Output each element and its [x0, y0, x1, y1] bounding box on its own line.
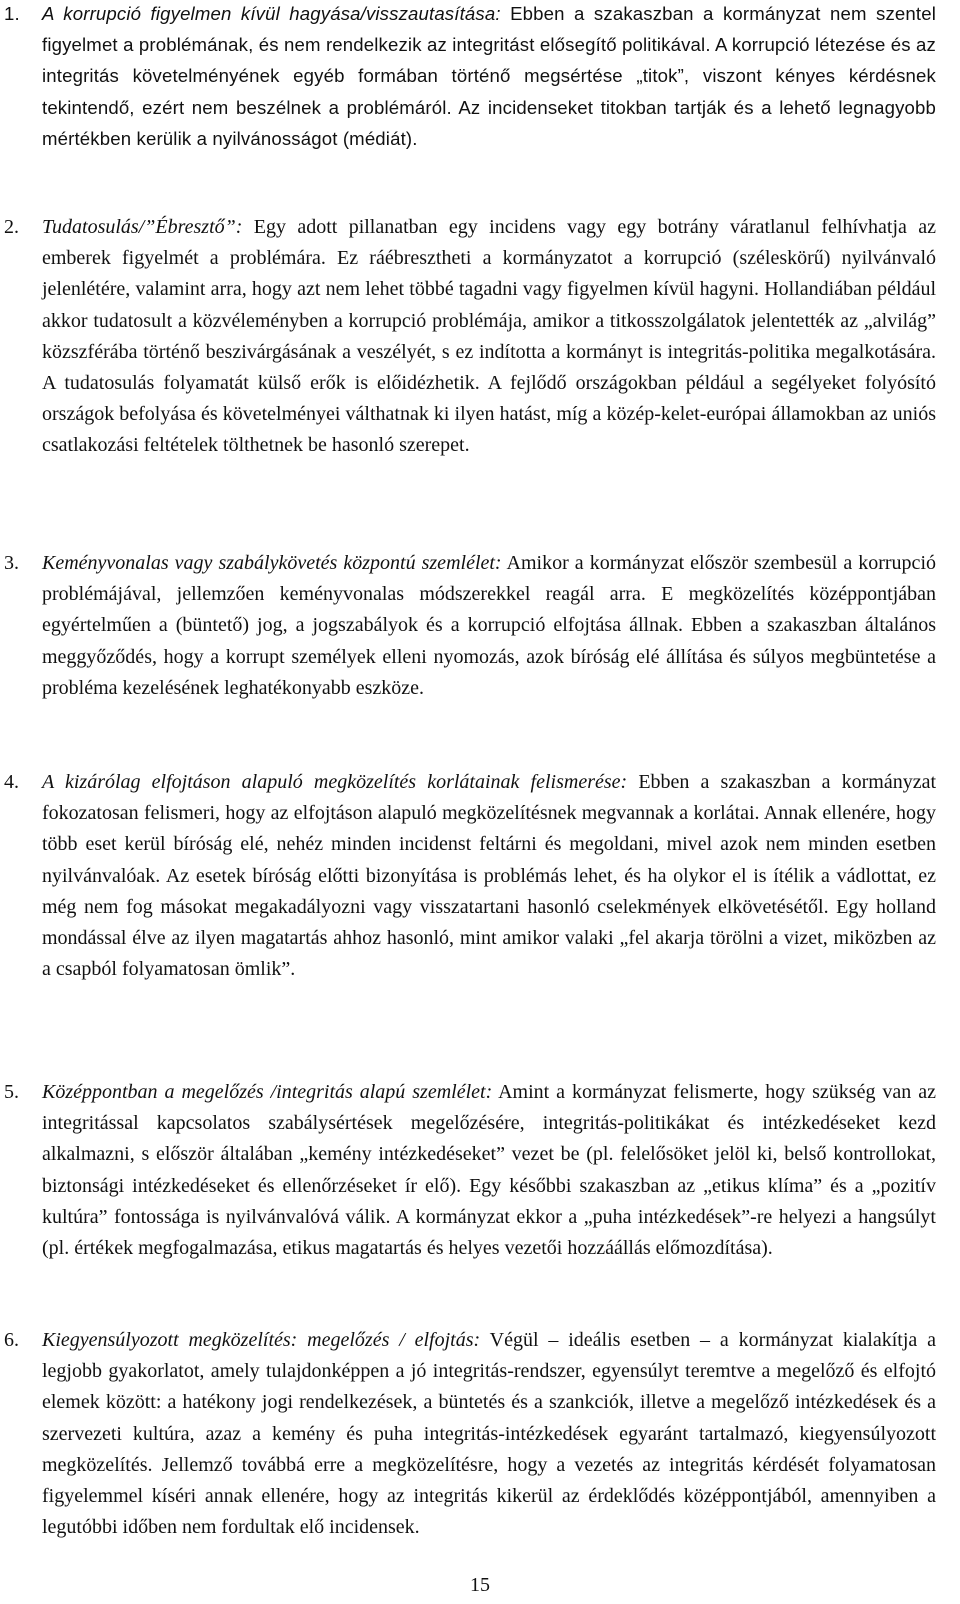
list-item-body [42, 212, 936, 462]
list-item-text: Ebben a szakaszban a kormányzat fokozatosan felismeri, hogy az elfojtáson alapuló megközelítésnek megvannak a korlátai. Annak ellenére, hogy több eset kerül bíróság elé, nehéz minden incidenst feltárni és megoldani, mivel azok nem minden esetben nyilvánvalóak. Az esetek bíróság előtti bizonyítása is problémás lehet, és ha olykor el is ítélik a vádlottat, ez még nem fog másokat megakadályozni vagy visszatartani hasonló cselekmények elkövetésétől. Egy holland mondással élve az ilyen magatartás ahhoz hasonló, mint amikor valaki „fel akarja törölni a vizet, miközben az a csapból folyamatosan ömlik”. [42, 771, 937, 981]
list-item-5 [4, 1077, 936, 1264]
list-item-heading: A korrupció figyelmen kívül hagyása/visszautasítása: [42, 3, 501, 24]
list-item-2 [4, 212, 936, 462]
list-item-heading: Középpontban a megelőzés /integritás alapú szemlélet: [42, 1081, 493, 1103]
list-item-heading: Tudatosulás/”Ébresztő”: [42, 216, 243, 238]
list-item-body [42, 0, 936, 154]
list-item-body [42, 548, 936, 704]
list-item-text: Amint a kormányzat felismerte, hogy szükség van az integritással kapcsolatos szabálysértések megelőzésére, integritás-politikákat és intézkedéseket kezd alkalmazni, s először általában „kemény intézkedéseket” vezet be (pl. felelősöket jelöl ki, belső kontrollokat, biztonsági intézkedéseket és ellenőrzéseket ír elő). Egy későbbi szakaszban az „etikus klíma” és a „pozitív kultúra” fontossága is nyilvánvalóvá válik. A kormányzat ekkor a „puha intézkedések”-re helyezi a hangsúlyt (pl. értékek megfogalmazása, etikus magatartás és helyes vezetői hozzáállás előmozdítása). [42, 1081, 936, 1260]
list-item-body [42, 767, 936, 985]
list-item-heading: Keményvonalas vagy szabálykövetés központú szemlélet: [42, 552, 502, 574]
list-item-body [42, 1077, 936, 1264]
list-number: 1. [4, 3, 20, 24]
list-item-6 [4, 1325, 936, 1543]
list-number: 6. [4, 1329, 19, 1351]
list-item-heading: A kizárólag elfojtáson alapuló megközelítés korlátainak felismerése: [42, 771, 628, 793]
list-item-3 [4, 548, 936, 704]
list-item-text: Végül – ideális esetben – a kormányzat kialakítja a legjobb gyakorlatot, amely tulajdonképpen a jó integritás-rendszer, egyensúlyt teremtve a megelőző és elfojtó elemek között: a hatékony jogi rendelkezések, a büntetés és a szankciók, illetve a megelőző intézkedések és a szervezeti kultúra, azaz a kemény és puha integritás-intézkedések egyaránt tartalmazó, kiegyensúlyozott megközelítés. Jellemző továbbá erre a megközelítésre, hogy a vezetés az integritás kérdését folyamatosan figyelemmel kíséri annak ellenére, hogy az integritás kikerül az érdeklődés középpontjából, amennyiben a legutóbbi időben nem fordultak elő incidensek. [42, 1329, 936, 1539]
list-number: 3. [4, 552, 19, 574]
list-item-text: Egy adott pillanatban egy incidens vagy egy botrány váratlanul felhívhatja az emberek figyelmét a problémára. Ez ráébresztheti a kormányzatot a korrupció (széleskörű) nyilvánvaló jelenlétére, valamint arra, hogy azt nem lehet többé tagadni vagy figyelmen kívül hagyni. Hollandiában például akkor tudatosult a közvéleményben a korrupció problémája, amikor a titkosszolgálatok jelentették az „alvilág” közszférába történő beszivárgásának a veszélyét, s ez indította a kormányt is integritás-politika megalkotására. A tudatosulás folyamatát külső erők is előidézhetik. A fejlődő országokban például a segélyeket folyósító országok befolyása és követelményei válthatnak ki ilyen hatást, míg a közép-kelet-európai államokban az uniós csatlakozási feltételek tölthetnek be hasonló szerepet. [42, 216, 937, 457]
list-item-text: Amikor a kormányzat először szembesül a korrupció problémájával, jellemzően keményvonalas módszerekkel reagál arra. E megközelítés középpontjában egyértelműen a (büntető) jog, a jogszabályok és a korrupció elfojtása állnak. Ebben a szakaszban általános meggyőződés, hogy a korrupt személyek elleni nyomozás, azok bíróság elé állítása és súlyos megbüntetése a probléma kezelésének leghatékonyabb eszköze. [42, 552, 936, 699]
list-item-heading: Kiegyensúlyozott megközelítés: megelőzés / elfojtás: [42, 1329, 481, 1351]
list-item-4 [4, 767, 936, 985]
list-number: 5. [4, 1081, 19, 1103]
list-item-1 [4, 0, 936, 154]
list-item-body [42, 1325, 936, 1543]
page-number: 15 [470, 1574, 490, 1596]
list-number: 4. [4, 771, 19, 793]
list-number: 2. [4, 216, 19, 238]
list-item-text: Ebben a szakaszban a kormányzat nem szentel figyelmet a problémának, és nem rendelkezik az integritást elősegítő politikával. A korrupció létezése és az integritás követelményének egyéb formában történő megsértése „titok”, viszont kényes kérdésnek tekintendő, ezért nem beszélnek a problémáról. Az incidenseket titokban tartják és a lehető legnagyobb mértékben kerülik a nyilvánosságot (médiát). [42, 3, 936, 149]
